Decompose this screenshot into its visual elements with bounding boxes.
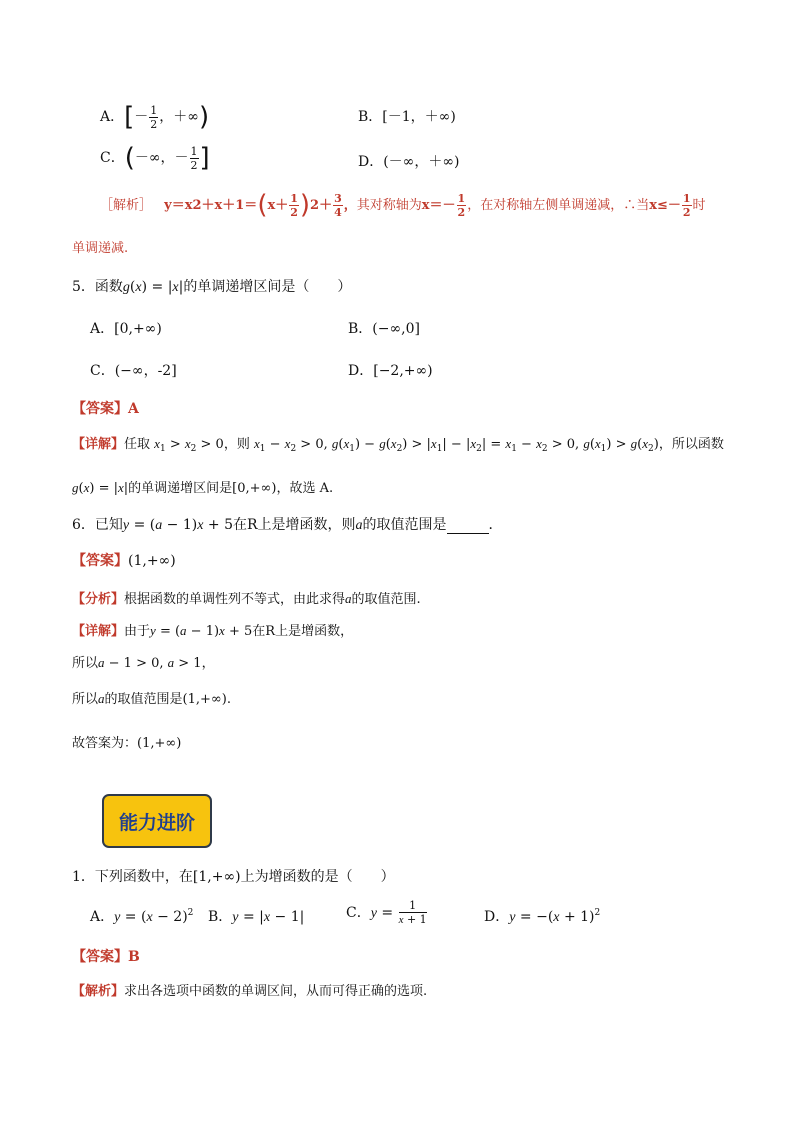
q6-answer: 【答案】(1,+∞) [72, 553, 176, 569]
p1-option-c: C．y = $\frac{1}{x + 1}$ [346, 899, 427, 926]
q4-option-b: B．[－1，＋∞) [358, 109, 456, 125]
q5-answer: 【答案】A [72, 401, 139, 417]
q5-option-d: D．[−2,+∞) [348, 363, 433, 379]
p1-option-d: D．$y = -(x + 1)^2$ [484, 908, 601, 925]
q4-option-c: C．(－∞，－ $\frac{1}{2}$ ] [100, 143, 210, 173]
section-badge: 能力进阶 [102, 794, 212, 848]
p1-option-b: B．y = |x − 1| [208, 909, 305, 925]
p1-analysis: 【解析】求出各选项中函数的单调区间，从而可得正确的选项. [72, 984, 428, 999]
q5-detail-cont: g(x) = |x|的单调递增区间是[0,+∞)，故选 A. [72, 480, 334, 496]
p1-stem: 1．下列函数中，在[1,+∞)上为增函数的是（ ） [72, 869, 395, 885]
q6-detail: 【详解】由于y = (a − 1)x + 5在R上是增函数， [72, 623, 354, 639]
q6-detail-line3: 所以a的取值范围是(1,+∞). [72, 691, 231, 707]
q5-stem: 5．函数g(x) = |x|的单调递增区间是（ ） [72, 279, 352, 295]
q5-option-a: A．[0,+∞) [90, 321, 162, 337]
q6-final: 故答案为：(1,+∞) [72, 736, 182, 751]
answer-blank [447, 521, 489, 534]
q4-analysis: ［解析］ y＝x2＋x＋1＝(x＋ $\frac{1}{2}$ )2＋ $\frac{3}{4}$ ，其对称轴为x＝－ $\frac{1}{2}$ ，在对称轴左侧单调递减，∴当x≤－ $\frac{1}{2}$ 时 [100, 190, 706, 220]
q5-option-b: B．(−∞,0] [348, 321, 420, 337]
q5-detail: 【详解】任取 $x_1 > x_2 > 0$，则 $x_1 - x_2 > 0$, $g(x_1) - g(x_2) > |x_1| - |x_2| = x_1 - x_2 > 0$, $g(x_1) > g(x_2)$，所以函数 [72, 436, 724, 454]
p1-option-a: A．$y = (x - 2)^2$ [90, 908, 194, 925]
q4-option-a: A．[－ $\frac{1}{2}$ ，＋∞) [100, 102, 210, 132]
q5-option-c: C．(−∞，-2] [90, 363, 177, 379]
p1-answer: 【答案】B [72, 949, 140, 965]
q6-stem: 6．已知y = (a − 1)x + 5在R上是增函数，则a的取值范围是 ． [72, 517, 503, 533]
q4-option-d: D．(－∞，＋∞) [358, 154, 460, 170]
q4-analysis-cont: 单调递减. [72, 241, 129, 256]
q6-detail-line2: 所以a − 1 > 0, a > 1， [72, 655, 215, 671]
q6-analysis: 【分析】根据函数的单调性列不等式，由此求得a的取值范围. [72, 591, 421, 607]
